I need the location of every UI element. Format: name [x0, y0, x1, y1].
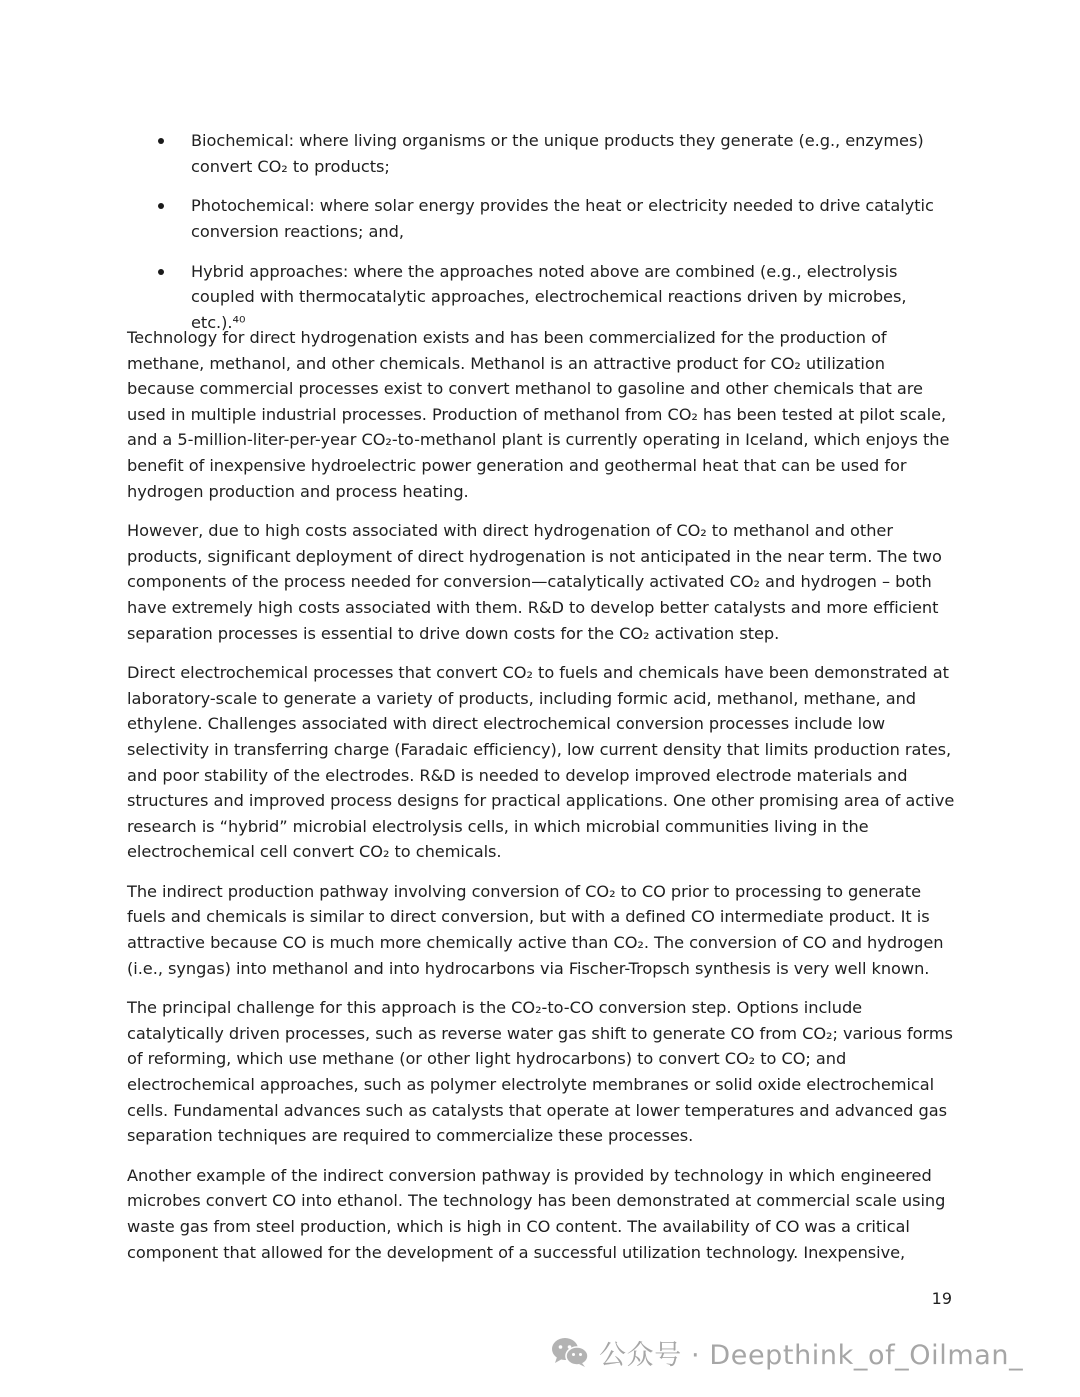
- page-number: 19: [931, 1289, 952, 1308]
- paragraph-indirect-pathway: The indirect production pathway involving conversion of CO₂ to CO prior to processing to generate fuels and chemicals is similar to direct conversion, but with a defined CO intermediate product. It is attractive because CO is much more chemically active than CO₂. The conversion of CO and hydrogen (i.e., syngas) into methanol and into hydrocarbons via Fischer-Tropsch synthesis is very well known.: [127, 881, 944, 978]
- bullet-dot-icon: [158, 203, 164, 209]
- bullet-item-biochemical: [127, 128, 957, 179]
- bullet-dot-icon: [158, 138, 164, 144]
- bullet-dot-icon: [158, 269, 164, 275]
- bullet-item-hybrid: [127, 259, 957, 336]
- wechat-icon: [551, 1336, 589, 1368]
- paragraph-electrochemical: Direct electrochemical processes that convert CO₂ to fuels and chemicals have been demonstrated at laboratory-scale to generate a variety of products, including formic acid, methanol, methane, and ethylene. Challenges associated with direct electrochemical conversion processes include low selectivity in transferring charge (Faradaic efficiency), low current density that limits production rates, and poor stability of the electrodes. R&D is needed to develop improved electrode materials and structures and improved process designs for practical applications. One other promising area of active research is “hybrid” microbial electrolysis cells, in which microbial communities living in the electrochemical cell convert CO₂ to chemicals.: [127, 663, 955, 862]
- paragraph-high-costs: However, due to high costs associated with direct hydrogenation of CO₂ to methanol and other products, significant deployment of direct hydrogenation is not anticipated in the near term. The two components of the process needed for conversion—catalytically activated CO₂ and hydrogen – both have extremely high costs associated with them. R&D to develop better catalysts and more efficient separation processes is essential to drive down costs for the CO₂ activation step.: [127, 521, 942, 643]
- watermark-text: 公众号 · Deepthink_of_Oilman_: [599, 1339, 1024, 1371]
- body-text: [127, 325, 957, 1279]
- watermark: [551, 1332, 1023, 1372]
- bullet-list: [127, 128, 957, 350]
- paragraph-principal-challenge: The principal challenge for this approach is the CO₂-to-CO conversion step. Options include catalytically driven processes, such as reverse water gas shift to generate CO from CO₂; various forms of reforming, which use methane (or other light hydrocarbons) to convert CO₂ to CO; and electrochemical approaches, such as polymer electrolyte membranes or solid oxide electrochemical cells. Fundamental advances such as catalysts that operate at lower temperatures and advanced gas separation techniques are required to commercialize these processes.: [127, 998, 953, 1146]
- paragraph-ethanol-example: Another example of the indirect conversion pathway is provided by technology in which engineered microbes convert CO into ethanol. The technology has been demonstrated at commercial scale using waste gas from steel production, which is high in CO content. The availability of CO was a critical component that allowed for the development of a successful utilization technology. Inexpensive,: [127, 1165, 946, 1262]
- bullet-text: Photochemical: where solar energy provides the heat or electricity needed to drive catalytic conversion reactions; and,: [191, 196, 934, 241]
- bullet-text: Biochemical: where living organisms or the unique products they generate (e.g., enzymes) convert CO₂ to products;: [191, 131, 924, 176]
- bullet-text: Hybrid approaches: where the approaches noted above are combined (e.g., electrolysis coupled with thermocatalytic approaches, electrochemical reactions driven by microbes, etc.).⁴⁰: [191, 261, 907, 332]
- bullet-item-photochemical: [127, 193, 957, 244]
- paragraph-direct-hydrogenation: Technology for direct hydrogenation exists and has been commercialized for the production of methane, methanol, and other chemicals. Methanol is an attractive product for CO₂ utilization because commercial processes exist to convert methanol to gasoline and other chemicals that are used in multiple industrial processes. Production of methanol from CO₂ has been tested at pilot scale, and a 5-million-liter-per-year CO₂-to-methanol plant is currently operating in Iceland, which enjoys the benefit of inexpensive hydroelectric power generation and geothermal heat that can be used for hydrogen production and process heating.: [127, 328, 950, 501]
